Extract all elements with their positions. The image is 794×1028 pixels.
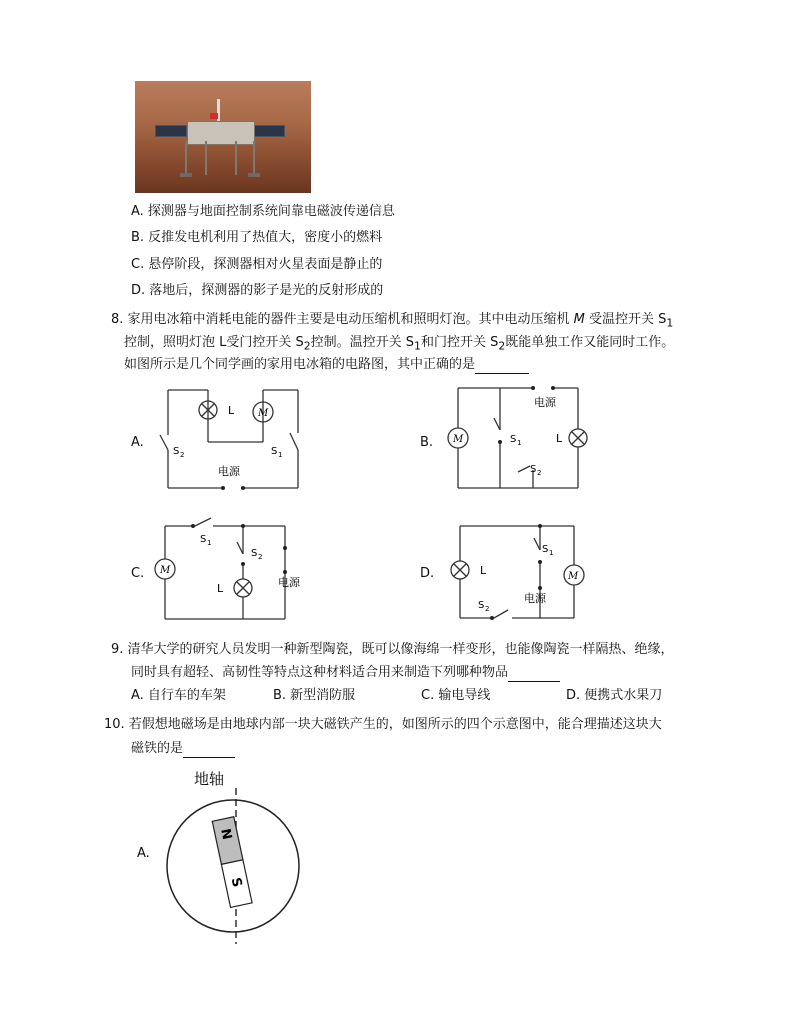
q7-option-a[interactable]: A. 探测器与地面控制系统间靠电磁波传递信息 (131, 204, 395, 219)
bar-magnet (212, 817, 252, 908)
circuit-diagram-a[interactable] (128, 380, 308, 496)
svg-text:L: L (556, 432, 563, 445)
svg-text:M: M (453, 434, 464, 445)
svg-text:电源: 电源 (524, 592, 546, 605)
svg-text:电源: 电源 (278, 576, 300, 589)
q9-option-a[interactable]: A. 自行车的车架 (131, 688, 226, 703)
mars-lander-photo (135, 81, 311, 193)
svg-text:S: S (542, 544, 549, 555)
svg-text:S: S (200, 534, 207, 545)
q7-option-c[interactable]: C. 悬停阶段，探测器相对火星表面是静止的 (131, 257, 383, 272)
circuit-diagram-c[interactable] (145, 514, 305, 626)
q9-option-d[interactable]: D. 便携式水果刀 (566, 688, 663, 703)
magnet-n-label: N (217, 827, 235, 842)
q8-stem-line3: 如图所示是几个同学画的家用电冰箱的电路图，其中正确的是 (124, 356, 529, 374)
q10-stem-line2: 磁铁的是 (131, 740, 235, 758)
label-s2: S (173, 446, 180, 457)
label-m: M (258, 408, 269, 419)
circuit-diagram-d[interactable] (442, 518, 592, 626)
q9-stem-line1: 9. 清华大学的研究人员发明一种新型陶瓷，既可以像海绵一样变形，也能像陶瓷一样隔热、绝缘， (111, 642, 674, 657)
svg-text:电源: 电源 (534, 396, 556, 409)
svg-text:S: S (251, 548, 258, 559)
label-s1: S (271, 446, 278, 457)
q8-option-c-label: C. (131, 566, 145, 581)
axis-label: 地轴 (194, 770, 225, 788)
svg-text:M: M (568, 571, 579, 582)
circuit-diagram-b[interactable] (438, 380, 588, 496)
svg-text:S: S (510, 434, 517, 445)
label-l: L (228, 404, 235, 417)
svg-text:1: 1 (549, 549, 554, 557)
label-power: 电源 (218, 465, 240, 478)
q8-option-a-label: A. (131, 435, 144, 450)
svg-text:2: 2 (258, 553, 263, 561)
q7-option-d[interactable]: D. 落地后，探测器的影子是光的反射形成的 (131, 283, 384, 298)
q8-stem-line2: 控制，照明灯泡 L受门控开关 $S_2$控制。温控开关 $S_1$和门控开关 $S_2$既能单独工作又能同时工作。 (124, 335, 675, 353)
svg-text:S: S (478, 600, 485, 611)
geomagnetic-diagram-a[interactable] (160, 764, 310, 946)
q9-stem-line2: 同时具有超轻、高韧性等特点这种材料适合用来制造下列哪种物品 (131, 664, 560, 682)
svg-text:2: 2 (537, 469, 542, 477)
svg-text:2: 2 (485, 605, 490, 613)
q9-option-c[interactable]: C. 输电导线 (421, 688, 491, 703)
q10-answer-blank[interactable] (183, 743, 235, 758)
svg-text:M: M (160, 565, 171, 576)
q8-option-d-label: D. (420, 566, 435, 581)
q8-answer-blank[interactable] (475, 359, 529, 374)
svg-text:1: 1 (207, 539, 212, 547)
q8-stem-line1: 8. 家用电冰箱中消耗电能的器件主要是电动压缩机和照明灯泡。其中电动压缩机 M 受温控开关 $S_1$ (111, 312, 674, 330)
q10-stem-line1: 10. 若假想地磁场是由地球内部一块大磁铁产生的，如图所示的四个示意图中，能合理描述这块大 (104, 717, 662, 732)
q8-option-b-label: B. (420, 435, 434, 450)
q9-answer-blank[interactable] (508, 667, 560, 682)
svg-text:1: 1 (278, 451, 283, 459)
magnet-s-label: S (227, 876, 245, 889)
magnet-north-half (212, 817, 243, 865)
q7-option-b[interactable]: B. 反推发电机利用了热值大，密度小的燃料 (131, 230, 383, 245)
svg-text:1: 1 (517, 439, 522, 447)
svg-text:L: L (217, 582, 224, 595)
q10-option-a-label: A. (137, 846, 150, 861)
svg-text:S: S (530, 464, 537, 475)
q9-option-b[interactable]: B. 新型消防服 (273, 688, 356, 703)
svg-text:L: L (480, 564, 487, 577)
svg-text:2: 2 (180, 451, 185, 459)
